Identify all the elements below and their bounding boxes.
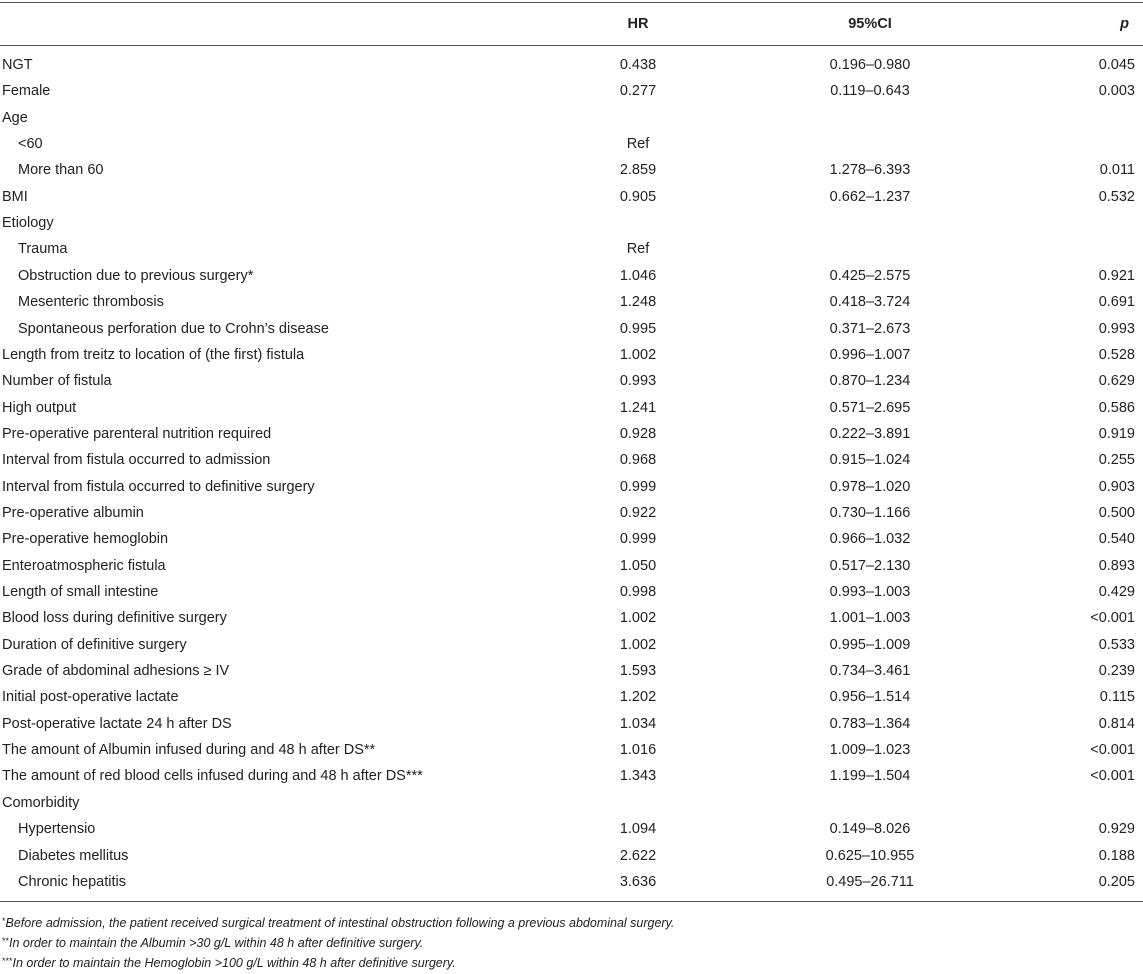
row-variable: Hypertensio <box>18 821 96 838</box>
row-hr: 2.859 <box>619 162 657 179</box>
row-variable: Duration of definitive surgery <box>2 636 187 653</box>
row-p-value: 0.921 <box>1098 267 1135 284</box>
row-p-value: 0.429 <box>1098 584 1135 600</box>
row-variable: Number of fistula <box>2 373 112 390</box>
table-row <box>0 791 1143 817</box>
row-p-value: 0.003 <box>1098 83 1135 100</box>
bottom-rule <box>0 901 1143 902</box>
row-variable: Etiology <box>2 215 54 232</box>
row-p-value: 0.115 <box>1099 689 1135 706</box>
row-hr: 1.002 <box>619 636 657 653</box>
row-p-value: 0.500 <box>1098 504 1135 521</box>
row-variable: Obstruction due to previous surgery* <box>18 267 254 284</box>
row-p-value: <0.001 <box>1090 610 1135 627</box>
table-row <box>0 475 1143 501</box>
row-p-value: 0.188 <box>1098 847 1135 864</box>
row-variable: <60 <box>18 136 43 153</box>
row-95ci: 1.001–1.003 <box>829 610 911 627</box>
row-p-value: 0.691 <box>1098 294 1135 311</box>
table-row <box>0 844 1143 870</box>
row-hr: 1.034 <box>619 715 657 732</box>
row-95ci: 0.730–1.166 <box>829 504 911 521</box>
row-variable: Comorbidity <box>2 794 80 811</box>
row-variable: The amount of Albumin infused during and 48 h after DS** <box>2 742 376 759</box>
table-row <box>0 659 1143 685</box>
table-row <box>0 396 1143 422</box>
table-row <box>0 132 1143 158</box>
row-p-value: 0.239 <box>1098 663 1135 680</box>
row-hr: 0.995 <box>619 320 657 337</box>
footnote-2: **In order to maintain the Albumin >30 g/L within 48 h after definitive surgery. <box>2 936 424 950</box>
row-variable: Pre-operative hemoglobin <box>2 531 169 548</box>
row-hr: 1.016 <box>619 742 657 759</box>
row-hr: 0.999 <box>619 531 657 548</box>
row-hr: 0.905 <box>619 188 657 205</box>
row-variable: Length of small intestine <box>2 584 159 600</box>
row-p-value: 0.540 <box>1098 531 1135 548</box>
table-row <box>0 501 1143 527</box>
row-95ci: 0.371–2.673 <box>829 320 911 337</box>
table-row <box>0 106 1143 132</box>
row-variable: Trauma <box>18 241 68 258</box>
row-hr: 1.002 <box>619 610 657 627</box>
row-p-value: 0.919 <box>1098 425 1135 442</box>
row-variable: The amount of red blood cells infused during and 48 h after DS*** <box>2 768 423 785</box>
header-hr: HR <box>627 16 649 32</box>
row-95ci: 0.915–1.024 <box>829 452 911 469</box>
row-hr: 0.968 <box>619 452 657 469</box>
row-95ci: 0.662–1.237 <box>829 188 911 205</box>
table-row <box>0 606 1143 632</box>
row-variable: Mesenteric thrombosis <box>18 294 164 311</box>
row-95ci: 0.418–3.724 <box>829 294 911 311</box>
row-p-value: 0.629 <box>1098 373 1135 390</box>
table-row <box>0 53 1143 79</box>
row-hr: 1.241 <box>619 399 657 416</box>
row-variable: Initial post-operative lactate <box>2 689 179 706</box>
table-row <box>0 764 1143 790</box>
row-hr: 0.928 <box>619 425 657 442</box>
table-row <box>0 554 1143 580</box>
row-95ci: 0.119–0.643 <box>830 83 910 100</box>
row-variable: Post-operative lactate 24 h after DS <box>2 715 232 732</box>
row-variable: More than 60 <box>18 162 104 179</box>
row-95ci: 0.149–8.026 <box>829 821 911 838</box>
row-variable: Enteroatmospheric fistula <box>2 557 166 574</box>
row-hr: 1.202 <box>619 689 657 706</box>
footnote-3: ***In order to maintain the Hemoglobin >100 g/L within 48 h after definitive surgery. <box>2 956 456 970</box>
row-95ci: 1.199–1.504 <box>829 768 911 785</box>
row-p-value: 0.045 <box>1098 57 1135 73</box>
row-p-value: 0.893 <box>1098 557 1135 574</box>
row-variable: NGT <box>2 57 33 73</box>
table-row <box>0 448 1143 474</box>
row-p-value: 0.528 <box>1098 346 1135 363</box>
row-hr: 1.094 <box>619 821 657 838</box>
row-95ci: 0.870–1.234 <box>829 373 911 390</box>
row-variable: Age <box>2 109 28 126</box>
row-95ci: 0.995–1.009 <box>829 636 911 653</box>
row-95ci: 0.196–0.980 <box>829 57 911 73</box>
row-variable: Interval from fistula occurred to definitive surgery <box>2 478 315 495</box>
row-95ci: 0.783–1.364 <box>829 715 911 732</box>
row-95ci: 0.222–3.891 <box>829 425 911 442</box>
table-row <box>0 870 1143 896</box>
table-row <box>0 527 1143 553</box>
table-row <box>0 264 1143 290</box>
row-95ci: 0.495–26.711 <box>826 873 914 890</box>
row-hr: 0.998 <box>619 584 657 600</box>
row-95ci: 0.517–2.130 <box>829 557 911 574</box>
header-rule <box>0 45 1143 46</box>
table-row <box>0 211 1143 237</box>
header-95ci: 95%CI <box>848 16 892 32</box>
row-variable: High output <box>2 399 77 416</box>
table-row <box>0 343 1143 369</box>
header-p: p <box>1120 16 1129 32</box>
row-p-value: 0.586 <box>1098 399 1135 416</box>
row-hr: Ref <box>626 136 650 153</box>
row-hr: 1.050 <box>619 557 657 574</box>
row-variable: Length from treitz to location of (the first) fistula <box>2 346 305 363</box>
row-95ci: 0.966–1.032 <box>829 531 911 548</box>
table-row <box>0 79 1143 105</box>
row-variable: Blood loss during definitive surgery <box>2 610 227 627</box>
row-p-value: 0.205 <box>1098 873 1135 890</box>
row-variable: Chronic hepatitis <box>18 873 126 890</box>
row-variable: Pre-operative parenteral nutrition required <box>2 425 272 442</box>
row-p-value: 0.993 <box>1098 320 1135 337</box>
table-row <box>0 317 1143 343</box>
row-variable: BMI <box>2 188 28 205</box>
row-p-value: 0.814 <box>1098 715 1135 732</box>
row-hr: 0.438 <box>619 57 657 73</box>
row-variable: Grade of abdominal adhesions ≥ IV <box>2 663 230 680</box>
row-95ci: 0.993–1.003 <box>829 584 911 600</box>
table-row <box>0 237 1143 263</box>
table-row <box>0 290 1143 316</box>
row-95ci: 0.996–1.007 <box>829 346 911 363</box>
table-row <box>0 369 1143 395</box>
row-p-value: 0.011 <box>1099 162 1135 179</box>
row-variable: Spontaneous perforation due to Crohn’s disease <box>18 320 329 337</box>
row-hr: 0.993 <box>619 373 657 390</box>
row-hr: 3.636 <box>619 873 657 890</box>
row-hr: 0.922 <box>619 504 657 521</box>
table-row <box>0 580 1143 606</box>
row-hr: Ref <box>626 241 650 258</box>
row-variable: Female <box>2 83 51 100</box>
row-95ci: 0.571–2.695 <box>829 399 911 416</box>
row-95ci: 0.956–1.514 <box>829 689 911 706</box>
row-p-value: 0.929 <box>1098 821 1135 838</box>
row-hr: 1.002 <box>619 346 657 363</box>
row-hr: 1.343 <box>619 768 657 785</box>
table-row <box>0 422 1143 448</box>
row-p-value: 0.903 <box>1098 478 1135 495</box>
table-row <box>0 817 1143 843</box>
row-p-value: <0.001 <box>1090 768 1135 785</box>
row-95ci: 1.278–6.393 <box>829 162 911 179</box>
row-hr: 2.622 <box>619 847 657 864</box>
table-row <box>0 685 1143 711</box>
row-hr: 0.999 <box>619 478 657 495</box>
row-p-value: <0.001 <box>1090 742 1135 759</box>
row-95ci: 0.425–2.575 <box>829 267 911 284</box>
footnotes <box>2 911 674 971</box>
row-p-value: 0.255 <box>1098 452 1135 469</box>
row-95ci: 1.009–1.023 <box>829 742 911 759</box>
row-95ci: 0.978–1.020 <box>829 478 911 495</box>
row-variable: Diabetes mellitus <box>18 847 129 864</box>
row-hr: 1.593 <box>619 663 657 680</box>
row-hr: 1.248 <box>619 294 657 311</box>
table-row <box>0 738 1143 764</box>
table-header <box>0 3 1143 45</box>
row-p-value: 0.532 <box>1098 188 1135 205</box>
row-variable: Interval from fistula occurred to admission <box>2 452 271 469</box>
row-p-value: 0.533 <box>1098 636 1135 653</box>
row-hr: 1.046 <box>619 267 657 284</box>
row-95ci: 0.734–3.461 <box>829 663 911 680</box>
footnote-1: *Before admission, the patient received surgical treatment of intestinal obstruction following a previous abdominal surgery. <box>2 916 675 930</box>
table-row <box>0 712 1143 738</box>
table-row <box>0 633 1143 659</box>
row-hr: 0.277 <box>619 83 657 100</box>
row-variable: Pre-operative albumin <box>2 504 144 521</box>
table-row <box>0 158 1143 184</box>
table-row <box>0 185 1143 211</box>
row-95ci: 0.625–10.955 <box>825 847 915 864</box>
